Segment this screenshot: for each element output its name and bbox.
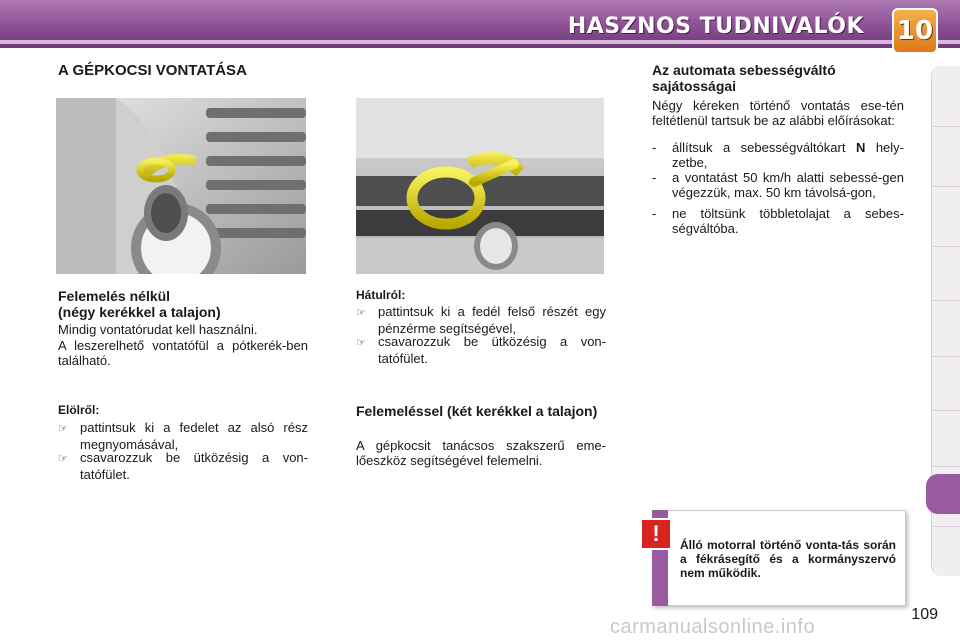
tab-divider [932, 300, 960, 301]
paragraph-lift-device: A gépkocsit tanácsos szakszerű eme-lőeszköz segítségével felemelni. [356, 438, 606, 468]
gearbox-rule-3: - ne töltsünk többletolajat a sebes-ségváltóba. [652, 206, 904, 236]
gearbox-rule-1: - állítsuk a sebességváltókart N hely-zetbe, [652, 140, 904, 170]
hand-pointer-icon: ☞ [58, 453, 68, 465]
heading-automatic-gearbox: Az automata sebességváltó sajátosságai [652, 62, 836, 94]
exclamation-icon: ! [640, 518, 672, 550]
header-title: HASZNOS TUDNIVALÓK [567, 14, 864, 39]
rear-tow-eye-photo [356, 98, 604, 274]
rear-label: Hátulról: [356, 288, 406, 302]
chapter-tab-active[interactable] [926, 474, 960, 514]
tab-divider [932, 126, 960, 127]
page-number: 109 [911, 606, 938, 623]
hand-pointer-icon: ☞ [356, 307, 366, 319]
hand-pointer-icon: ☞ [58, 423, 68, 435]
tab-divider [932, 186, 960, 187]
hand-pointer-icon: ☞ [356, 337, 366, 349]
section-title: A GÉPKOCSI VONTATÁSA [58, 62, 247, 79]
paragraph-gearbox-intro: Négy kéreken történő vontatás ese-tén feltétlenül tartsuk be az alábbi előírásokat: [652, 98, 904, 128]
tab-divider [932, 356, 960, 357]
warning-text: Álló motorral történő vonta-tás során a fékrásegítő és a kormányszervó nem működik. [680, 538, 896, 580]
heading-lift: Felemeléssel (két kerékkel a talajon) [356, 403, 598, 419]
tab-divider [932, 526, 960, 527]
tab-divider [932, 410, 960, 411]
paragraph-tow-eye-location: A leszerelhető vontatófül a pótkerék-ben található. [58, 338, 308, 368]
paragraph-towbar: Mindig vontatórudat kell használni. [58, 322, 258, 337]
header-stripe [0, 40, 960, 44]
chapter-badge: 10 [892, 8, 938, 54]
watermark: carmanualsonline.info [610, 616, 816, 638]
heading-no-lift: Felemelés nélkül (négy kerékkel a talajon) [58, 288, 221, 320]
rear-step-1: ☞ pattintsuk ki a fedél felső részét egy pénzérme segítségével, [356, 304, 606, 336]
rear-step-2: ☞ csavarozzuk be ütközésig a von-tatófület. [356, 334, 606, 366]
front-tow-eye-photo [56, 98, 306, 274]
front-step-1: ☞ pattintsuk ki a fedelet az alsó rész megnyomásával, [58, 420, 308, 452]
gearbox-rule-2: - a vontatást 50 km/h alatti sebessé-gen végezzük, max. 50 km távolsá-gon, [652, 170, 904, 200]
tab-divider [932, 246, 960, 247]
front-step-2: ☞ csavarozzuk be ütközésig a von-tatófület. [58, 450, 308, 482]
front-label: Elölről: [58, 403, 100, 417]
tab-divider [932, 466, 960, 467]
